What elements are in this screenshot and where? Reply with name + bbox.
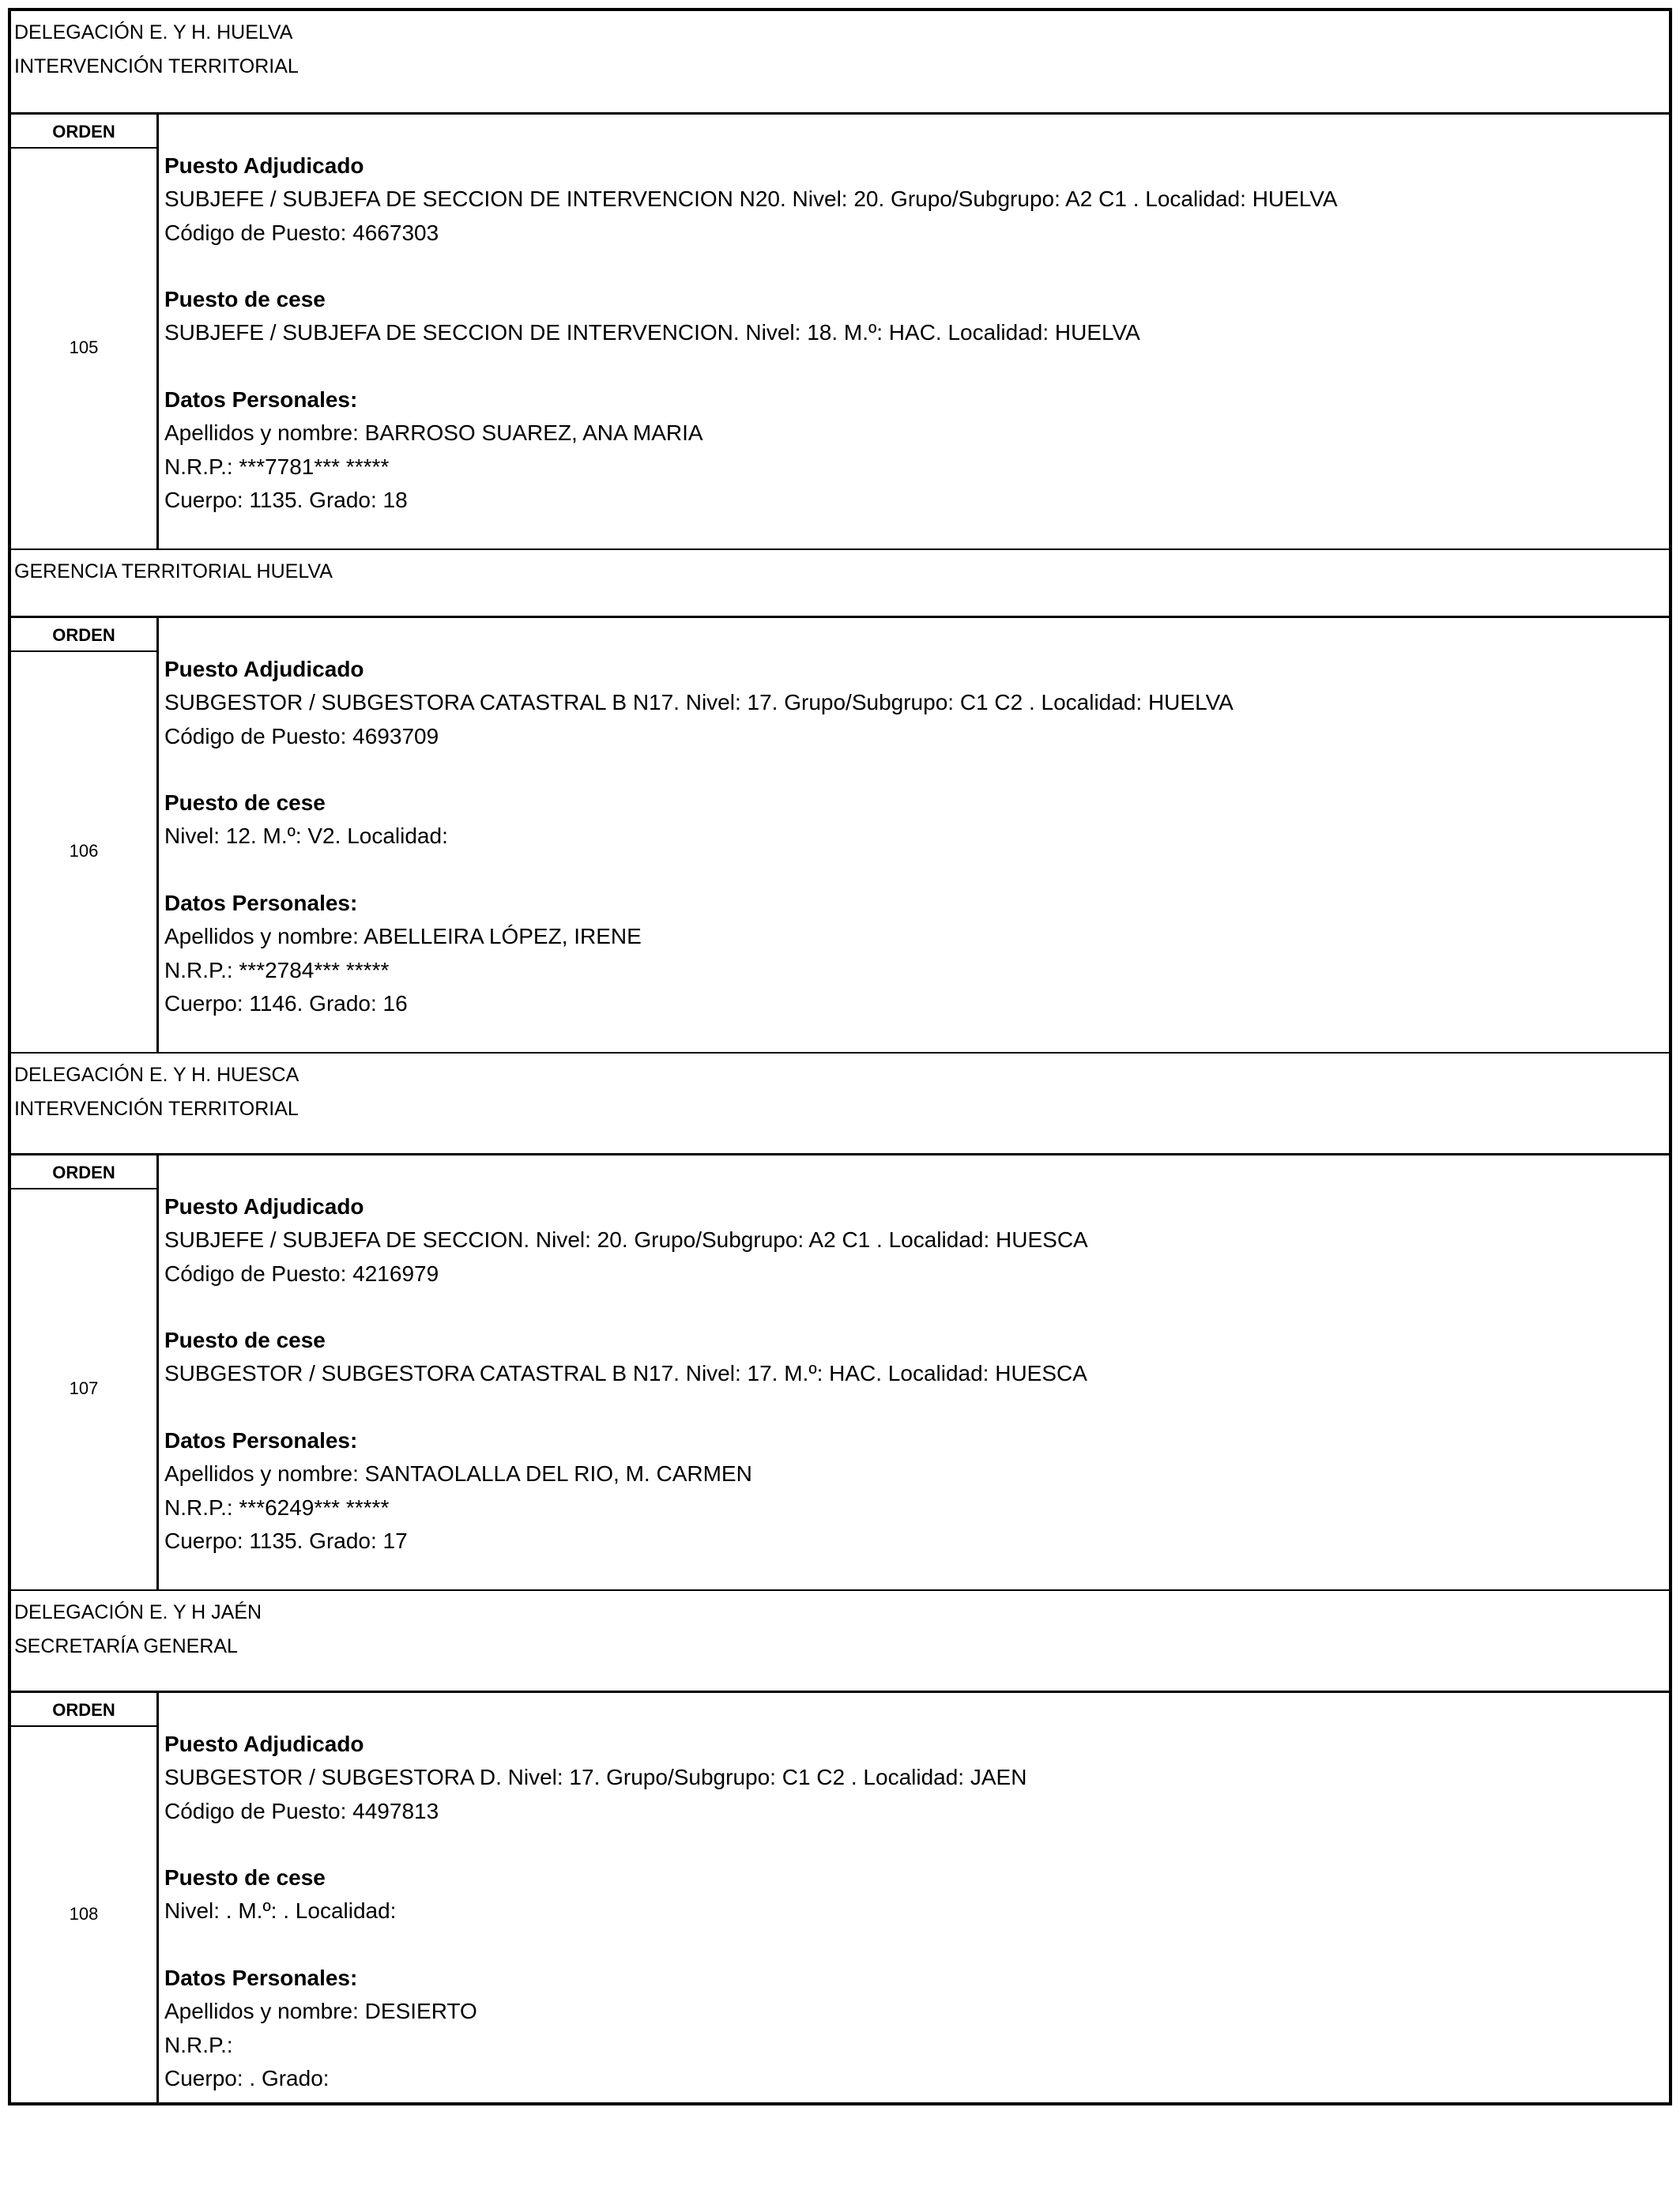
orden-column xyxy=(11,1693,159,2102)
nombre: Apellidos y nombre: SANTAOLALLA DEL RIO, M. CARMEN xyxy=(164,1461,752,1487)
nrp: N.R.P.: ***2784*** ***** xyxy=(164,957,390,982)
header-line: INTERVENCIÓN TERRITORIAL xyxy=(14,55,299,77)
orden-label: ORDEN xyxy=(11,115,156,149)
orden-number: 108 xyxy=(69,1903,99,1924)
datos-personales-title: Datos Personales: xyxy=(164,387,358,413)
orden-column xyxy=(11,115,159,548)
document-table xyxy=(8,8,1672,2105)
section-header xyxy=(11,548,1669,616)
entry-row xyxy=(11,1691,1669,2102)
orden-number: 106 xyxy=(69,841,99,861)
entry-row xyxy=(11,616,1669,1052)
entry-row xyxy=(11,1153,1669,1589)
puesto-adjudicado-title: Puesto Adjudicado xyxy=(164,1194,364,1219)
codigo-puesto: Código de Puesto: 4497813 xyxy=(164,1798,439,1823)
codigo-puesto: Código de Puesto: 4216979 xyxy=(164,1261,439,1286)
cuerpo-grado: Cuerpo: . Grado: xyxy=(164,2065,330,2090)
nrp: N.R.P.: ***6249*** ***** xyxy=(164,1495,390,1520)
puesto-cese-text: Nivel: 12. M.º: V2. Localidad: xyxy=(164,824,448,849)
puesto-adjudicado-text: SUBGESTOR / SUBGESTORA D. Nivel: 17. Grupo/Subgrupo: C1 C2 . Localidad: JAEN xyxy=(164,1765,1027,1790)
puesto-adjudicado-text: SUBJEFE / SUBJEFA DE SECCION. Nivel: 20. Grupo/Subgrupo: A2 C1 . Localidad: HUESCA xyxy=(164,1227,1088,1253)
puesto-adjudicado-title: Puesto Adjudicado xyxy=(164,1732,364,1756)
cuerpo-grado: Cuerpo: 1135. Grado: 17 xyxy=(164,1528,408,1553)
datos-personales-title: Datos Personales: xyxy=(164,1428,358,1453)
cuerpo-grado: Cuerpo: 1135. Grado: 18 xyxy=(164,487,408,512)
entry-detail xyxy=(164,1190,1666,1558)
puesto-cese-title: Puesto de cese xyxy=(164,287,326,312)
puesto-cese-text: Nivel: . M.º: . Localidad: xyxy=(164,1898,397,1924)
orden-label: ORDEN xyxy=(11,1155,156,1189)
header-line: DELEGACIÓN E. Y H. HUELVA xyxy=(14,21,293,43)
puesto-adjudicado-text: SUBGESTOR / SUBGESTORA CATASTRAL B N17. Nivel: 17. Grupo/Subgrupo: C1 C2 . Localidad: HUELVA xyxy=(164,690,1234,715)
orden-number: 107 xyxy=(69,1378,99,1398)
section-header xyxy=(11,11,1669,112)
codigo-puesto: Código de Puesto: 4693709 xyxy=(164,723,439,748)
entry-detail xyxy=(164,1728,1666,2095)
puesto-cese-title: Puesto de cese xyxy=(164,1865,326,1891)
nombre: Apellidos y nombre: ABELLEIRA LÓPEZ, IRENE xyxy=(164,924,642,949)
section-header xyxy=(11,1589,1669,1691)
orden-number: 105 xyxy=(69,337,99,357)
datos-personales-title: Datos Personales: xyxy=(164,1966,358,1991)
orden-label: ORDEN xyxy=(11,1693,156,1727)
orden-label: ORDEN xyxy=(11,618,156,652)
header-line: SECRETARÍA GENERAL xyxy=(14,1635,238,1657)
header-line: DELEGACIÓN E. Y H JAÉN xyxy=(14,1601,262,1623)
section-header xyxy=(11,1052,1669,1153)
puesto-cese-title: Puesto de cese xyxy=(164,790,326,816)
entry-detail xyxy=(164,149,1666,517)
datos-personales-title: Datos Personales: xyxy=(164,891,358,916)
puesto-cese-text: SUBGESTOR / SUBGESTORA CATASTRAL B N17. Nivel: 17. M.º: HAC. Localidad: HUESCA xyxy=(164,1361,1087,1386)
nrp: N.R.P.: xyxy=(164,2032,233,2057)
puesto-adjudicado-text: SUBJEFE / SUBJEFA DE SECCION DE INTERVENCION N20. Nivel: 20. Grupo/Subgrupo: A2 C1 . Localidad: HUELVA xyxy=(164,187,1338,212)
orden-column xyxy=(11,618,159,1052)
header-line: GERENCIA TERRITORIAL HUELVA xyxy=(14,560,333,582)
header-line: DELEGACIÓN E. Y H. HUESCA xyxy=(14,1064,299,1086)
puesto-cese-text: SUBJEFE / SUBJEFA DE SECCION DE INTERVENCION. Nivel: 18. M.º: HAC. Localidad: HUELVA xyxy=(164,320,1140,345)
orden-column xyxy=(11,1155,159,1589)
entry-detail xyxy=(164,653,1666,1020)
entry-row xyxy=(11,112,1669,548)
header-line: INTERVENCIÓN TERRITORIAL xyxy=(14,1098,299,1120)
puesto-adjudicado-title: Puesto Adjudicado xyxy=(164,153,364,178)
nrp: N.R.P.: ***7781*** ***** xyxy=(164,454,390,479)
puesto-cese-title: Puesto de cese xyxy=(164,1328,326,1353)
puesto-adjudicado-title: Puesto Adjudicado xyxy=(164,657,364,681)
nombre: Apellidos y nombre: DESIERTO xyxy=(164,1999,477,2024)
codigo-puesto: Código de Puesto: 4667303 xyxy=(164,220,439,245)
nombre: Apellidos y nombre: BARROSO SUAREZ, ANA MARIA xyxy=(164,420,703,446)
cuerpo-grado: Cuerpo: 1146. Grado: 16 xyxy=(164,990,408,1016)
